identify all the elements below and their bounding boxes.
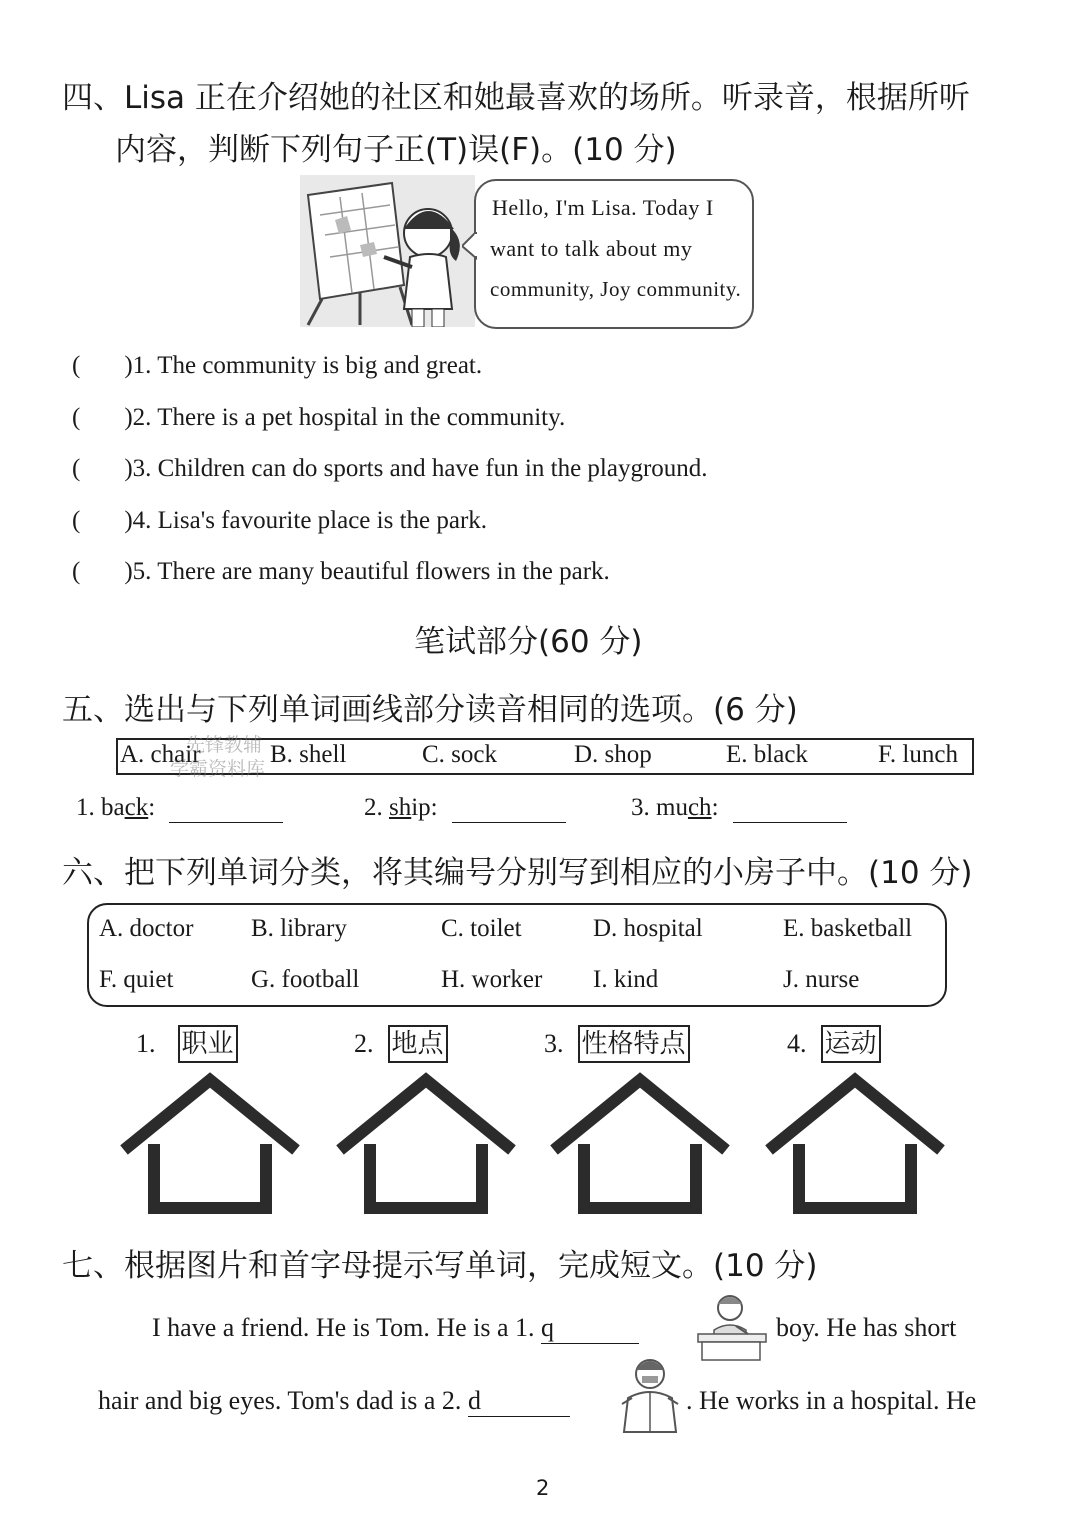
item-text: :: [711, 794, 719, 821]
item-text: 2.: [364, 794, 389, 821]
category-number: 4.: [787, 1029, 807, 1058]
section4-heading-line2: 内容，判断下列句子正(T)误(F)。(10 分): [115, 132, 677, 168]
answer-blank[interactable]: [468, 1386, 570, 1417]
watermark: [170, 733, 266, 781]
category-name: 职业: [178, 1025, 238, 1063]
bubble-line: community, Joy community.: [490, 277, 742, 301]
question-text: )4. Lisa's favourite place is the park.: [124, 507, 488, 534]
bubble-line: Hello, I'm Lisa. Today I: [492, 195, 714, 220]
word-item: A. doctor: [99, 915, 194, 942]
category-name: 性格特点: [578, 1025, 690, 1063]
word-item: H. worker: [441, 966, 543, 993]
passage-text: . He works in a hospital. He: [686, 1386, 977, 1415]
phonics-option: F. lunch: [878, 741, 958, 768]
word-bank-box: [87, 903, 947, 1007]
tf-question: [72, 352, 482, 380]
answer-blank[interactable]: [733, 794, 847, 823]
tf-question: [72, 507, 487, 535]
page-number: 2: [536, 1476, 550, 1500]
answer-paren: (: [72, 455, 81, 482]
passage-text: I have a friend. He is Tom. He is a 1.: [152, 1313, 542, 1342]
item-text: 3. mu: [631, 794, 688, 821]
student-desk-icon: [692, 1290, 772, 1362]
category-number: 3.: [544, 1029, 564, 1058]
written-section-title: 笔试部分(60 分): [414, 624, 643, 660]
girl-map-illustration: [300, 175, 475, 327]
phonics-option: A. chair: [120, 741, 201, 768]
bubble-tail: [462, 232, 478, 260]
speech-bubble: [474, 179, 754, 329]
answer-paren: (: [72, 404, 81, 431]
passage-line1: [152, 1313, 639, 1344]
word-item: B. library: [251, 915, 347, 942]
word-item: F. quiet: [99, 966, 174, 993]
word-item: J. nurse: [783, 966, 860, 993]
item-text: 1. ba: [76, 794, 125, 821]
answer-blank[interactable]: [541, 1313, 639, 1344]
category-label: [354, 1025, 448, 1063]
answer-paren: (: [72, 507, 81, 534]
question-text: )1. The community is big and great.: [124, 352, 483, 379]
phonics-option: B. shell: [270, 741, 347, 768]
item-text: ip:: [411, 794, 438, 821]
category-label: [544, 1025, 690, 1063]
answer-blank[interactable]: [169, 794, 283, 823]
house-icon[interactable]: [769, 1080, 941, 1208]
tf-question: [72, 558, 610, 586]
answer-paren: (: [72, 558, 81, 585]
doctor-icon: [614, 1354, 686, 1434]
phonics-option: D. shop: [574, 741, 652, 768]
answer-blank[interactable]: [452, 794, 566, 823]
hint-letter: q: [541, 1313, 555, 1342]
watermark-line: 先锋教辅: [186, 734, 263, 756]
passage-text: boy. He has short: [776, 1313, 957, 1342]
category-number: 2.: [354, 1029, 374, 1058]
tf-question: [72, 404, 565, 432]
section7-heading: 七、根据图片和首字母提示写单词，完成短文。(10 分): [62, 1248, 818, 1284]
passage-line2: [98, 1386, 570, 1417]
category-name: 地点: [388, 1025, 448, 1063]
house-icon[interactable]: [124, 1080, 296, 1208]
question-text: )2. There is a pet hospital in the community.: [124, 404, 566, 431]
phonics-option: E. black: [726, 741, 808, 768]
houses-row: [110, 1070, 960, 1220]
watermark-line: 学霸资料库: [170, 758, 266, 780]
underlined-letters: ck: [124, 794, 149, 821]
section4-heading-line1: 四、Lisa 正在介绍她的社区和她最喜欢的场所。听录音，根据所听: [62, 80, 970, 116]
word-item: D. hospital: [593, 915, 703, 942]
question-text: )3. Children can do sports and have fun in the playground.: [124, 455, 708, 482]
phonics-option: C. sock: [422, 741, 497, 768]
item-text: :: [148, 794, 156, 821]
category-label: [136, 1025, 238, 1063]
tf-question: [72, 455, 708, 483]
underlined-letters: sh: [389, 794, 412, 821]
hint-letter: d: [467, 1386, 481, 1415]
answer-paren: (: [72, 352, 81, 379]
house-icon[interactable]: [554, 1080, 726, 1208]
word-item: I. kind: [593, 966, 659, 993]
category-number: 1.: [136, 1029, 156, 1058]
word-item: C. toilet: [441, 915, 522, 942]
section5-heading: 五、选出与下列单词画线部分读音相同的选项。(6 分): [62, 692, 798, 728]
phonics-item: [364, 794, 566, 823]
word-item: G. football: [251, 966, 360, 993]
category-label: [787, 1025, 881, 1063]
phonics-item: [631, 794, 847, 823]
question-text: )5. There are many beautiful flowers in the park.: [124, 558, 610, 585]
category-name: 运动: [821, 1025, 881, 1063]
word-item: E. basketball: [783, 915, 913, 942]
section6-heading: 六、把下列单词分类，将其编号分别写到相应的小房子中。(10 分): [62, 855, 973, 891]
bubble-line: want to talk about my: [490, 236, 693, 261]
passage-text: hair and big eyes. Tom's dad is a 2.: [98, 1386, 468, 1415]
house-icon[interactable]: [340, 1080, 512, 1208]
underlined-letters: ch: [687, 794, 712, 821]
phonics-item: [76, 794, 283, 823]
